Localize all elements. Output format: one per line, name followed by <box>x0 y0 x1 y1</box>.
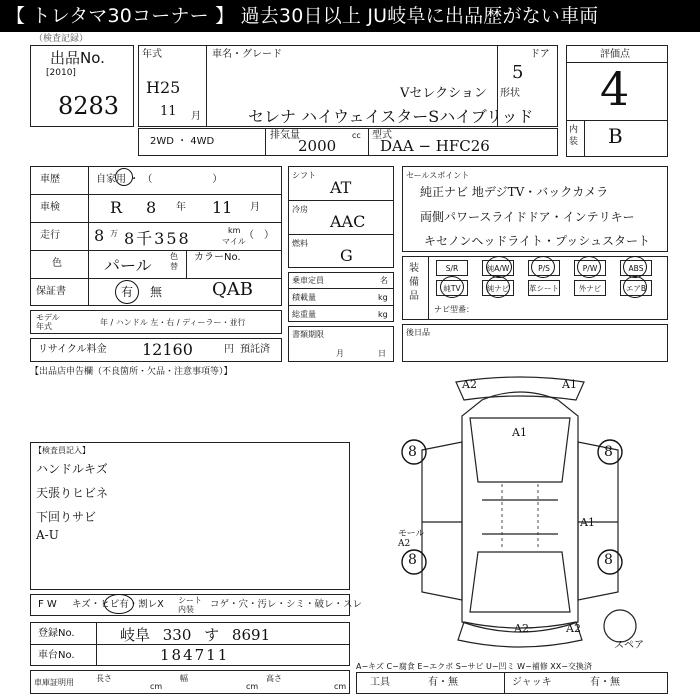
year-era: H25 <box>146 78 181 97</box>
year-month: 11 <box>160 104 177 119</box>
grade: Vセレクション <box>400 86 487 101</box>
fw-circle <box>104 594 134 614</box>
model-year-text: 年 / ハンドル 左・右 / ディーラー・並行 <box>100 318 246 327</box>
nav-model-label: ナビ型番： <box>434 305 474 314</box>
spare-label: スペア <box>614 640 644 651</box>
history-label: 車歴 <box>40 174 60 185</box>
color-change-label: 色替 <box>170 252 178 271</box>
equip-abs: ABS <box>620 260 652 276</box>
recycle-note: 預託済 <box>240 344 270 355</box>
cert-label: 車庫証明用 <box>34 678 74 687</box>
recycle-value: 12160 <box>142 340 193 359</box>
recycle-label: リサイクル料金 <box>38 344 107 355</box>
history-value: 自家用 ・ （ ） <box>96 174 223 185</box>
mark-circle-tv <box>440 276 464 298</box>
fw-seat-text: コゲ・穴・汚レ・シミ・破レ・スレ <box>210 599 363 610</box>
doc-deadline-month: 月 <box>336 349 344 358</box>
cert-width: 幅 <box>180 674 188 683</box>
fuel-label: 燃料 <box>292 239 308 248</box>
capacity-unit: 名 <box>380 276 388 285</box>
color-code-label: カラーNo. <box>194 252 241 263</box>
diagram-mark-3: A1 <box>512 426 527 439</box>
car-name-label: 車名・グレード <box>212 49 282 60</box>
drive-label: 2WD ・ 4WD <box>150 136 215 147</box>
ac-value: AAC <box>330 212 366 231</box>
shift-label: シフト <box>292 171 316 180</box>
color-code: QAB <box>212 279 253 300</box>
seller-declaration-label: 【出品店申告欄（不良箇所・欠品・注意事項等）】 <box>30 367 233 377</box>
mileage-man: 8 <box>94 226 105 245</box>
tools-label: 工具 <box>370 677 390 688</box>
load-unit: kg <box>378 293 388 302</box>
mileage-paren: （ ） <box>244 230 274 241</box>
rating-value: 4 <box>600 62 630 116</box>
notes-block <box>402 324 668 362</box>
equip-ps: P/S <box>528 260 560 276</box>
inspection-month-unit: 月 <box>250 202 260 213</box>
equip-nav: 純ナビ <box>482 280 514 296</box>
ac-label: 冷房 <box>292 205 308 214</box>
cert-unit-1: cm <box>150 682 163 691</box>
equip-leather: 革シート <box>528 280 560 296</box>
mileage-man-unit: 万 <box>110 229 118 238</box>
model-year-label: モデル年式 <box>36 313 60 331</box>
gross-weight-label: 総重量 <box>292 310 316 319</box>
inspector-label: 【検査員記入】 <box>34 446 90 455</box>
inspection-era: R <box>110 198 123 217</box>
registration-value: 岐阜 330 す 8691 <box>120 626 271 644</box>
doc-deadline-day: 日 <box>378 349 386 358</box>
diagram-mark-10: A2 <box>566 622 581 635</box>
fuel-value: G <box>340 246 353 265</box>
sales-point-1: 純正ナビ 地デジTV・バックカメラ <box>420 185 609 199</box>
inspection-year-unit: 年 <box>176 202 186 213</box>
lot-number: 8283 <box>58 92 120 120</box>
wheel-mark-fr: 8 <box>604 444 613 460</box>
color-value: パール <box>104 256 152 275</box>
tools-value: 有・無 <box>428 677 458 688</box>
color-label: 色 <box>52 258 62 269</box>
rating-label: 評価点 <box>600 49 630 60</box>
doors-label: ドア <box>530 49 550 60</box>
cert-row <box>30 670 350 694</box>
equip-tv: 純TV <box>436 280 468 296</box>
jack-label: ジャッキ <box>512 677 552 688</box>
cert-height: 高さ <box>266 674 282 683</box>
interior-label: 内装 <box>569 125 579 147</box>
cert-unit-2: cm <box>246 682 259 691</box>
year-month-unit: 月 <box>191 111 201 122</box>
shape-label: 形状 <box>500 88 520 99</box>
inspector-line-4: A-U <box>36 528 59 542</box>
mark-circle-pw <box>577 256 601 278</box>
fw-label: F W <box>38 599 57 610</box>
sales-point-3: キセノンヘッドライト・プッシュスタート <box>424 234 650 248</box>
lot-year-tag: [2010] <box>46 68 76 78</box>
car-name: セレナ ハイウェイスターSハイブリッド <box>248 107 534 126</box>
diagram-mark-2: A1 <box>562 378 577 391</box>
gross-weight-unit: kg <box>378 310 388 319</box>
year-label: 年式 <box>142 49 162 60</box>
fw-seat-label: シート内装 <box>178 596 202 614</box>
shift-value: AT <box>330 178 352 197</box>
equip-ext-nav: 外ナビ <box>574 280 606 296</box>
mark-circle-nav <box>486 276 510 298</box>
registration-label: 登録No. <box>38 628 75 639</box>
warranty-yes: 有 <box>121 285 134 299</box>
equip-pw: P/W <box>574 260 606 276</box>
load-label: 積載量 <box>292 293 316 302</box>
inspector-line-1: ハンドルキズ <box>36 462 108 476</box>
mileage-value: 8千358 <box>124 229 191 248</box>
lot-label: 出品No. <box>50 49 105 67</box>
mark-circle-alloy <box>486 256 512 278</box>
chassis-value: 184711 <box>160 646 230 664</box>
equip-sr: S/R <box>436 260 468 276</box>
mark-circle-ps <box>531 256 555 278</box>
displacement-value: 2000 <box>298 137 337 155</box>
model-label: 型式 <box>372 130 392 141</box>
diagram-mark-1: A2 <box>462 378 477 391</box>
chassis-label: 車台No. <box>38 650 75 661</box>
jack-value: 有・無 <box>590 677 620 688</box>
fw-text: キズ・ヒビ有・割レX <box>72 599 164 610</box>
mark-circle-abs <box>623 256 647 278</box>
inspection-label: 車検 <box>40 202 60 213</box>
warranty-circle <box>115 280 139 304</box>
equip-airbag: エアB <box>620 280 652 296</box>
wheel-mark-rl: 8 <box>408 552 417 568</box>
cert-length: 長さ <box>96 674 112 683</box>
recycle-unit: 円 <box>224 344 234 355</box>
warranty-no: 無 <box>150 285 163 299</box>
mileage-label: 走行 <box>40 230 60 241</box>
sales-points-label: セールスポイント <box>406 171 470 180</box>
diagram-mark-8: A1 <box>580 516 595 529</box>
equipment-label: 装備品 <box>409 263 419 302</box>
equip-alloy: 純A/W <box>482 260 514 276</box>
doc-deadline-label: 書類期限 <box>292 330 324 339</box>
cert-unit-3: cm <box>334 682 347 691</box>
diagram-mark-9: A2 <box>514 622 529 635</box>
top-strip: （検査記録） <box>34 34 89 44</box>
model-value: DAA − HFC26 <box>380 137 490 155</box>
mileage-unit-mile: マイル <box>222 237 246 246</box>
inspection-year: 8 <box>146 198 157 217</box>
damage-legend: A−キズ C−腐食 E−エクボ S−サビ U−凹ミ W−補修 XX−交換済 <box>356 662 592 671</box>
capacity-label: 乗車定員 <box>292 276 324 285</box>
doors-value: 5 <box>512 62 524 83</box>
diagram-left-note: モール A2 <box>398 529 425 549</box>
wheel-mark-fl: 8 <box>408 444 417 460</box>
inspection-month: 11 <box>212 198 233 217</box>
banner-title: 【 トレタマ30コーナー 】 過去30日以上 JU岐阜に出品歴がない車両 <box>0 0 700 32</box>
interior-value: B <box>608 124 623 148</box>
history-circle <box>115 168 133 186</box>
displacement-unit: cc <box>352 131 361 140</box>
inspector-line-2: 天張りヒビネ <box>36 486 109 500</box>
wheel-mark-rr: 8 <box>604 552 613 568</box>
inspector-line-3: 下回りサビ <box>36 510 97 524</box>
mark-circle-airbag <box>623 276 647 298</box>
mileage-unit-km: km <box>228 226 241 235</box>
sales-point-2: 両側パワースライドドア・インテリキー <box>420 210 635 224</box>
displacement-label: 排気量 <box>270 130 300 141</box>
warranty-label: 保証書 <box>36 286 66 297</box>
notes-label: 後日品 <box>406 328 430 337</box>
car-body-diagram <box>372 372 672 664</box>
